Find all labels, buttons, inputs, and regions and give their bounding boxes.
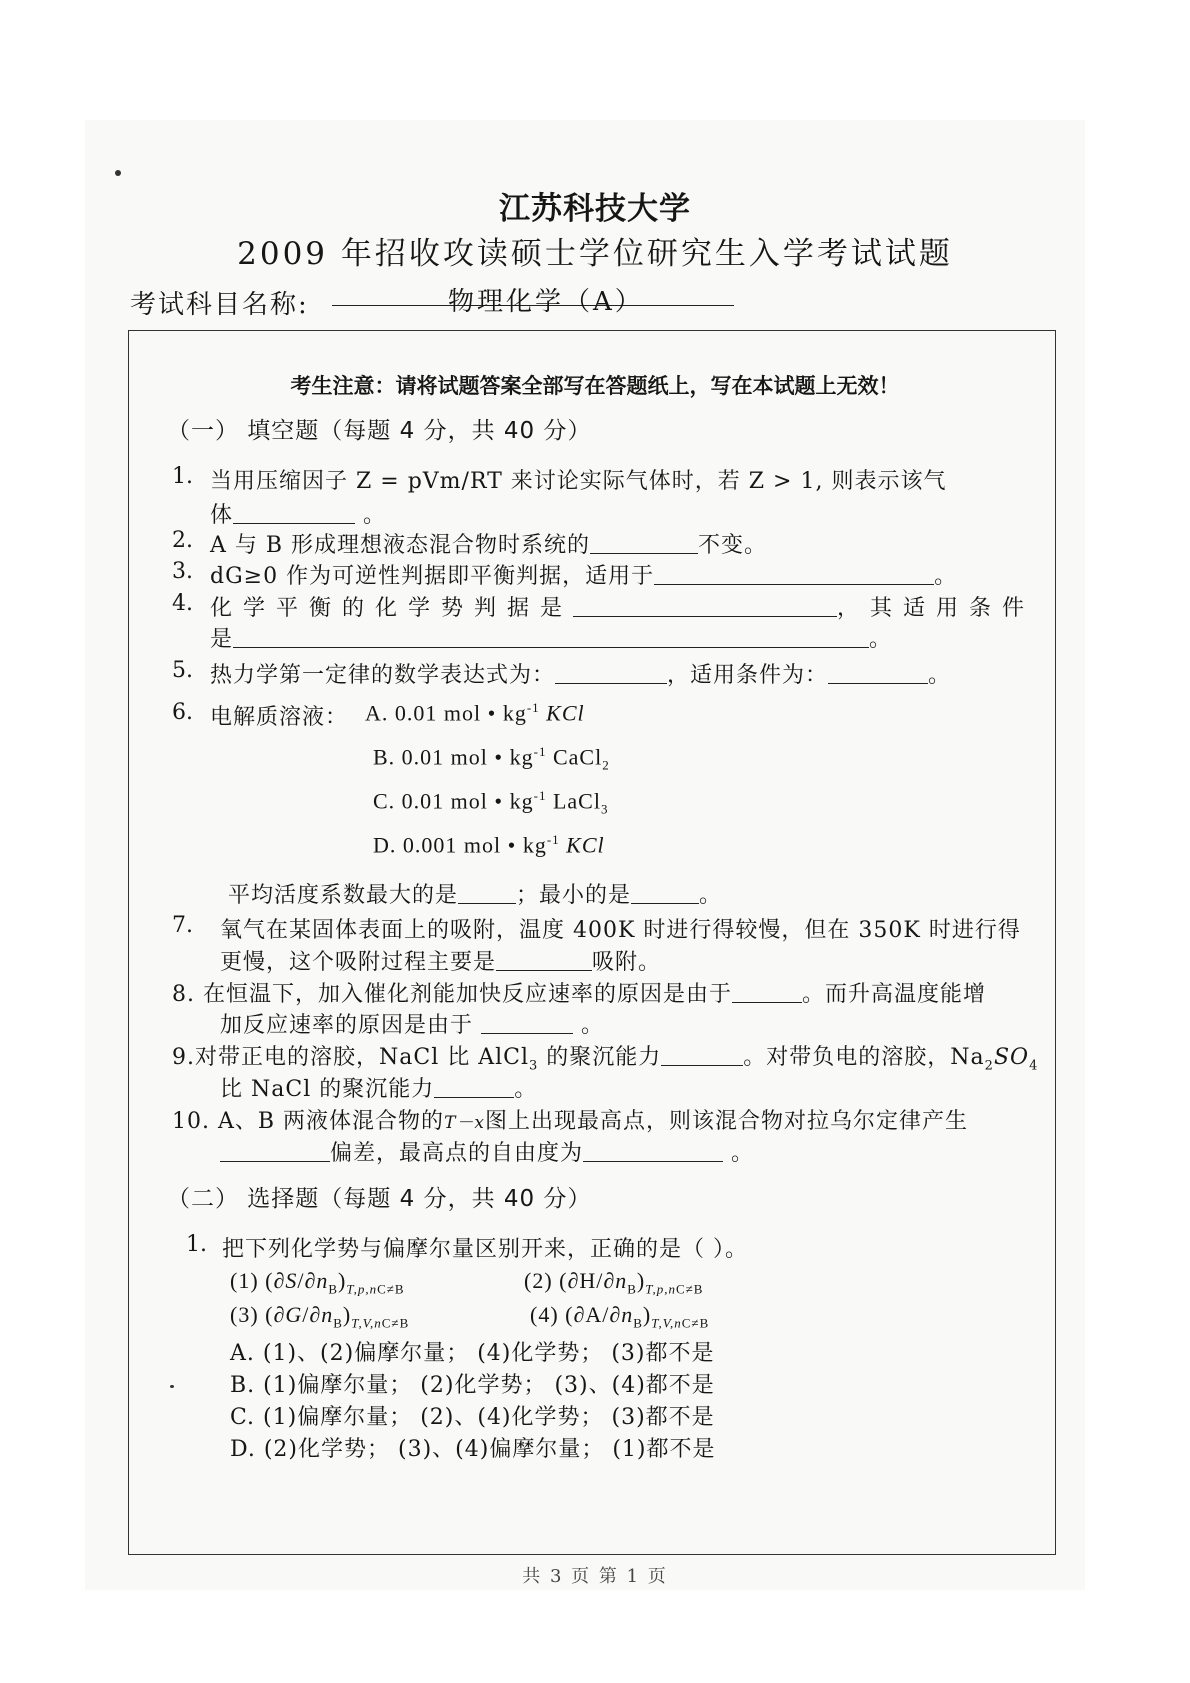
answer-blank — [590, 533, 698, 554]
section-heading-multiple-choice: （二） 选择题（每题 4 分，共 40 分） — [167, 1186, 592, 1212]
answer-blank — [496, 950, 592, 971]
candidate-notice: 考生注意：请将试题答案全部写在答题纸上，写在本试题上无效！ — [290, 374, 900, 398]
question-text: 平均活度系数最大的是 ；最小的是 。 — [228, 883, 723, 908]
electrolyte-option: A. 0.01 mol • $kg^{-1}$ KCl — [365, 700, 585, 726]
question-number: 6. — [172, 700, 193, 725]
question-number: 7. — [172, 913, 193, 938]
question-text: 是 。 — [210, 627, 893, 652]
question-text: 当用压缩因子 Z = pVm/RT 来讨论实际气体时，若 Z > 1, 则表示该气 — [210, 469, 947, 494]
question-text: 把下列化学势与偏摩尔量区别开来，正确的是（ ）。 — [222, 1237, 748, 1262]
question-text: 体 。 — [210, 503, 387, 528]
answer-blank — [233, 503, 355, 524]
answer-blank — [458, 883, 516, 904]
answer-blank — [631, 883, 699, 904]
answer-choice: D. (2)化学势； (3)、(4)偏摩尔量； (1)都不是 — [230, 1437, 716, 1462]
answer-blank — [555, 663, 667, 684]
question-text: 偏差，最高点的自由度为 。 — [220, 1136, 754, 1167]
answer-blank — [233, 627, 869, 648]
answer-blank — [220, 1141, 330, 1162]
question-text: 加反应速率的原因是由于 。 — [220, 1013, 605, 1038]
scan-speck — [115, 170, 121, 176]
question-text: 氧气在某固体表面上的吸附，温度 400K 时进行得较慢，但在 350K 时进行得 — [220, 918, 1021, 943]
question-number: 2. — [172, 528, 193, 553]
answer-choice: C. (1)偏摩尔量； (2)、(4)化学势； (3)都不是 — [230, 1405, 715, 1430]
question-text: 更慢，这个吸附过程主要是 吸附。 — [220, 950, 662, 975]
question-number: 3. — [172, 559, 193, 584]
question-text: 比 NaCl 的聚沉能力 。 — [220, 1077, 538, 1102]
partial-derivative-expression: (1) $(\partial S/\partial n_B)_{T,p,nC\ne B}$ — [230, 1268, 405, 1297]
question-number: 1. — [172, 464, 193, 489]
question-number: 10. — [172, 1109, 210, 1134]
question-text: 化学平衡的化学势判据是 ，其适用条件 — [210, 596, 1036, 621]
university-title: 江苏科技大学 — [499, 191, 691, 227]
answer-blank — [583, 1141, 723, 1162]
question-number: 1. — [186, 1232, 207, 1257]
electrolyte-option: B. 0.01 mol • $kg^{-1}$ CaCl$_2$ — [373, 744, 610, 773]
question-text: dG≥0 作为可逆性判据即平衡判据，适用于 。 — [210, 564, 958, 589]
partial-derivative-expression: (3) $(\partial G/\partial n_B)_{T,V,nC\ne B}$ — [230, 1302, 410, 1331]
answer-blank — [732, 982, 802, 1003]
section-heading-fill-blank: （一） 填空题（每题 4 分，共 40 分） — [167, 418, 592, 444]
electrolyte-option: D. 0.001 mol • $kg^{-1}$ KCl — [373, 832, 605, 858]
electrolyte-option: C. 0.01 mol • $kg^{-1}$ LaCl$_3$ — [373, 788, 609, 817]
answer-blank — [573, 596, 837, 617]
partial-derivative-expression: (4) $(\partial A/\partial n_B)_{T,V,nC\ne B}$ — [530, 1302, 710, 1331]
answer-choice: A. (1)、(2)偏摩尔量； (4)化学势； (3)都不是 — [230, 1341, 715, 1366]
question-text: 热力学第一定律的数学表达式为： ，适用条件为： 。 — [210, 663, 952, 688]
partial-derivative-expression: (2) $(\partial H/\partial n_B)_{T,p,nC\ne B}$ — [524, 1268, 704, 1297]
question-text: A 与 B 形成理想液态混合物时系统的 不变。 — [210, 533, 768, 558]
answer-blank — [654, 564, 934, 585]
answer-blank — [434, 1077, 514, 1098]
question-text: 9.对带正电的溶胶，NaCl 比 AlCl$_3$ 的聚沉能力 。对带负电的溶胶，$Na_2SO_4$ — [172, 1045, 1039, 1074]
question-text: 10. A、B 两液体混合物的T－x图上出现最高点，则该混合物对拉乌尔定律产生 — [172, 1109, 969, 1134]
question-text: 电解质溶液： — [210, 705, 349, 730]
question-number: 9. — [172, 1045, 195, 1070]
answer-blank — [828, 663, 928, 684]
question-text: 8. 在恒温下，加入催化剂能加快反应速率的原因是由于 。而升高温度能增 — [172, 982, 987, 1007]
subject-name: 物理化学（A） — [448, 287, 644, 317]
page-footer: 共 3 页 第 1 页 — [522, 1566, 668, 1587]
subject-label: 考试科目名称: — [130, 290, 309, 320]
answer-blank — [661, 1045, 743, 1066]
answer-choice: B. (1)偏摩尔量； (2)化学势； (3)、(4)都不是 — [230, 1373, 715, 1398]
answer-blank — [481, 1013, 573, 1034]
question-number: 5. — [172, 658, 193, 683]
question-number: 8. — [172, 982, 195, 1007]
exam-subtitle: 2009 年招收攻读硕士学位研究生入学考试试题 — [237, 236, 953, 272]
question-number: 4. — [172, 591, 193, 616]
